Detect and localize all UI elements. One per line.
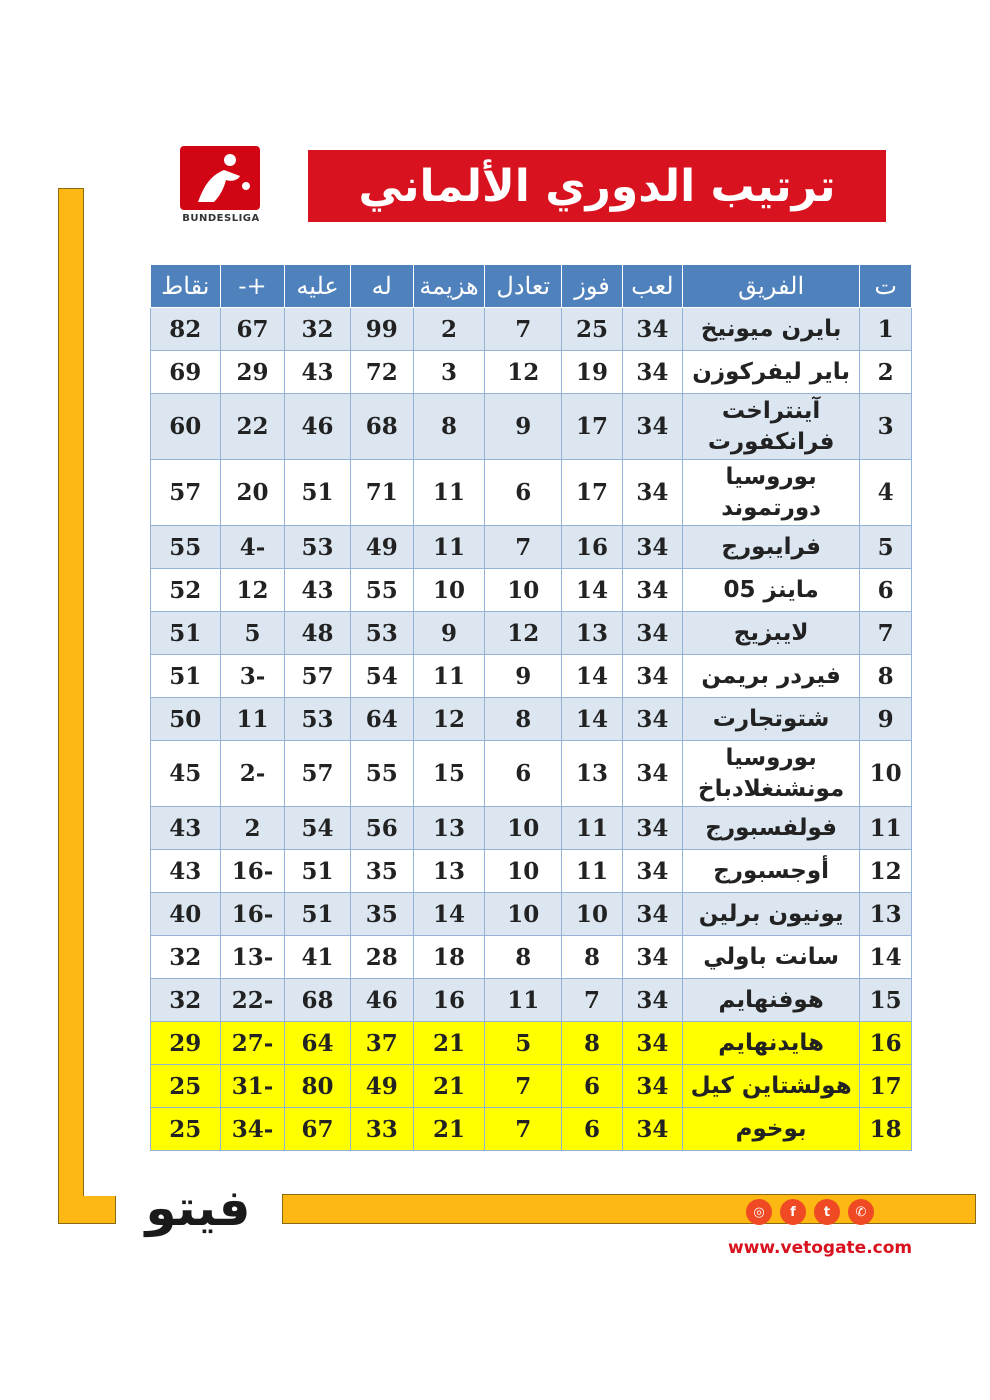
header-points: نقاط <box>151 265 221 308</box>
cell-goal-diff: 11 <box>220 698 285 741</box>
cell-wins: 7 <box>562 979 623 1022</box>
veto-brand-logo: فيتو <box>145 1179 251 1237</box>
cell-draws: 10 <box>485 893 562 936</box>
cell-losses: 15 <box>413 741 484 807</box>
cell-goals-for: 99 <box>350 308 413 351</box>
cell-wins: 14 <box>562 655 623 698</box>
cell-losses: 11 <box>413 526 484 569</box>
cell-wins: 13 <box>562 612 623 655</box>
cell-goals-for: 68 <box>350 394 413 460</box>
table-row <box>151 526 912 569</box>
cell-played: 34 <box>622 979 682 1022</box>
cell-goals-for: 35 <box>350 893 413 936</box>
cell-goal-diff: -16 <box>220 850 285 893</box>
cell-losses: 11 <box>413 460 484 526</box>
cell-draws: 12 <box>485 351 562 394</box>
table-row <box>151 655 912 698</box>
cell-wins: 14 <box>562 569 623 612</box>
cell-goals-against: 57 <box>285 741 350 807</box>
header-wins: فوز <box>562 265 623 308</box>
cell-draws: 8 <box>485 698 562 741</box>
cell-goals-for: 53 <box>350 612 413 655</box>
cell-losses: 16 <box>413 979 484 1022</box>
cell-position: 16 <box>860 1022 912 1065</box>
cell-points: 57 <box>151 460 221 526</box>
cell-losses: 13 <box>413 850 484 893</box>
cell-position: 9 <box>860 698 912 741</box>
cell-points: 50 <box>151 698 221 741</box>
cell-played: 34 <box>622 1065 682 1108</box>
cell-losses: 14 <box>413 893 484 936</box>
cell-points: 51 <box>151 612 221 655</box>
cell-draws: 6 <box>485 741 562 807</box>
cell-wins: 14 <box>562 698 623 741</box>
header-losses: هزيمة <box>413 265 484 308</box>
cell-losses: 21 <box>413 1022 484 1065</box>
cell-points: 60 <box>151 394 221 460</box>
cell-goal-diff: 12 <box>220 569 285 612</box>
table-row <box>151 612 912 655</box>
cell-points: 40 <box>151 893 221 936</box>
standings-table <box>150 264 912 1151</box>
cell-draws: 9 <box>485 394 562 460</box>
cell-goals-for: 46 <box>350 979 413 1022</box>
cell-goals-against: 51 <box>285 460 350 526</box>
cell-goals-against: 68 <box>285 979 350 1022</box>
cell-wins: 25 <box>562 308 623 351</box>
cell-position: 17 <box>860 1065 912 1108</box>
cell-position: 18 <box>860 1108 912 1151</box>
cell-goals-for: 72 <box>350 351 413 394</box>
cell-goal-diff: -13 <box>220 936 285 979</box>
social-icons <box>746 1199 874 1225</box>
frame-left-bar <box>58 188 84 1224</box>
cell-position: 11 <box>860 807 912 850</box>
cell-points: 69 <box>151 351 221 394</box>
cell-goal-diff: -22 <box>220 979 285 1022</box>
cell-losses: 9 <box>413 612 484 655</box>
cell-draws: 6 <box>485 460 562 526</box>
cell-played: 34 <box>622 936 682 979</box>
cell-goal-diff: -2 <box>220 741 285 807</box>
cell-losses: 11 <box>413 655 484 698</box>
cell-position: 12 <box>860 850 912 893</box>
instagram-icon[interactable]: ◎ <box>746 1199 772 1225</box>
cell-draws: 7 <box>485 526 562 569</box>
title-banner <box>308 150 886 222</box>
cell-played: 34 <box>622 850 682 893</box>
cell-points: 45 <box>151 741 221 807</box>
cell-played: 34 <box>622 460 682 526</box>
cell-position: 14 <box>860 936 912 979</box>
cell-goals-for: 28 <box>350 936 413 979</box>
cell-goals-against: 53 <box>285 698 350 741</box>
cell-team-name: أوجسبورج <box>682 850 859 893</box>
table-row <box>151 979 912 1022</box>
cell-team-name: هوفنهايم <box>682 979 859 1022</box>
cell-team-name: ماينز 05 <box>682 569 859 612</box>
header-goals-for: له <box>350 265 413 308</box>
cell-draws: 10 <box>485 850 562 893</box>
bundesliga-logo <box>180 146 262 228</box>
site-url[interactable]: www.vetogate.com <box>728 1238 913 1258</box>
frame-corner <box>58 1196 116 1224</box>
cell-draws: 7 <box>485 308 562 351</box>
cell-team-name: بوروسيا دورتموند <box>682 460 859 526</box>
cell-goals-against: 41 <box>285 936 350 979</box>
cell-played: 34 <box>622 1108 682 1151</box>
cell-points: 55 <box>151 526 221 569</box>
page-title: ترتيب الدوري الألماني <box>358 160 836 212</box>
cell-position: 1 <box>860 308 912 351</box>
cell-points: 82 <box>151 308 221 351</box>
cell-position: 2 <box>860 351 912 394</box>
cell-goal-diff: -34 <box>220 1108 285 1151</box>
table-row <box>151 850 912 893</box>
cell-goal-diff: 20 <box>220 460 285 526</box>
cell-wins: 19 <box>562 351 623 394</box>
cell-losses: 13 <box>413 807 484 850</box>
cell-goals-against: 54 <box>285 807 350 850</box>
cell-team-name: سانت باولي <box>682 936 859 979</box>
cell-goal-diff: 22 <box>220 394 285 460</box>
header-goal-diff: +- <box>220 265 285 308</box>
cell-team-name: هولشتاين كيل <box>682 1065 859 1108</box>
cell-wins: 10 <box>562 893 623 936</box>
table-row <box>151 893 912 936</box>
whatsapp-icon[interactable]: ✆ <box>848 1199 874 1225</box>
header-draws: تعادل <box>485 265 562 308</box>
cell-position: 13 <box>860 893 912 936</box>
header-goals-against: عليه <box>285 265 350 308</box>
cell-draws: 5 <box>485 1022 562 1065</box>
cell-played: 34 <box>622 569 682 612</box>
cell-played: 34 <box>622 351 682 394</box>
cell-losses: 10 <box>413 569 484 612</box>
cell-goals-against: 53 <box>285 526 350 569</box>
cell-wins: 17 <box>562 460 623 526</box>
table-row <box>151 351 912 394</box>
cell-played: 34 <box>622 394 682 460</box>
table-row <box>151 1022 912 1065</box>
cell-position: 3 <box>860 394 912 460</box>
cell-goals-for: 64 <box>350 698 413 741</box>
table-row <box>151 1065 912 1108</box>
cell-goals-for: 71 <box>350 460 413 526</box>
cell-played: 34 <box>622 308 682 351</box>
cell-points: 51 <box>151 655 221 698</box>
cell-team-name: باير ليفركوزن <box>682 351 859 394</box>
table-row <box>151 698 912 741</box>
cell-goals-against: 43 <box>285 351 350 394</box>
header-position: ت <box>860 265 912 308</box>
cell-draws: 7 <box>485 1108 562 1151</box>
cell-goals-against: 32 <box>285 308 350 351</box>
cell-points: 25 <box>151 1065 221 1108</box>
cell-wins: 13 <box>562 741 623 807</box>
cell-goal-diff: 5 <box>220 612 285 655</box>
cell-goals-for: 55 <box>350 569 413 612</box>
cell-points: 25 <box>151 1108 221 1151</box>
cell-goals-for: 33 <box>350 1108 413 1151</box>
cell-played: 34 <box>622 698 682 741</box>
cell-draws: 7 <box>485 1065 562 1108</box>
cell-team-name: شتوتجارت <box>682 698 859 741</box>
cell-goal-diff: -16 <box>220 893 285 936</box>
cell-team-name: بوخوم <box>682 1108 859 1151</box>
standings-body <box>151 308 912 1151</box>
cell-played: 34 <box>622 807 682 850</box>
cell-position: 7 <box>860 612 912 655</box>
cell-draws: 10 <box>485 569 562 612</box>
table-row <box>151 460 912 526</box>
cell-goals-for: 49 <box>350 1065 413 1108</box>
cell-position: 15 <box>860 979 912 1022</box>
cell-goal-diff: 67 <box>220 308 285 351</box>
cell-team-name: فيردر بريمن <box>682 655 859 698</box>
cell-goal-diff: -31 <box>220 1065 285 1108</box>
cell-team-name: لايبزيج <box>682 612 859 655</box>
cell-losses: 2 <box>413 308 484 351</box>
cell-goal-diff: 29 <box>220 351 285 394</box>
cell-wins: 8 <box>562 1022 623 1065</box>
cell-goals-for: 35 <box>350 850 413 893</box>
cell-goals-against: 43 <box>285 569 350 612</box>
cell-position: 10 <box>860 741 912 807</box>
cell-points: 29 <box>151 1022 221 1065</box>
header-team: الفريق <box>682 265 859 308</box>
table-row <box>151 936 912 979</box>
cell-goals-for: 49 <box>350 526 413 569</box>
cell-draws: 10 <box>485 807 562 850</box>
cell-position: 6 <box>860 569 912 612</box>
cell-losses: 12 <box>413 698 484 741</box>
cell-goals-against: 64 <box>285 1022 350 1065</box>
cell-draws: 11 <box>485 979 562 1022</box>
cell-played: 34 <box>622 893 682 936</box>
cell-goals-against: 48 <box>285 612 350 655</box>
cell-points: 32 <box>151 979 221 1022</box>
cell-wins: 6 <box>562 1065 623 1108</box>
cell-draws: 9 <box>485 655 562 698</box>
cell-wins: 8 <box>562 936 623 979</box>
cell-losses: 21 <box>413 1065 484 1108</box>
table-row <box>151 308 912 351</box>
cell-points: 43 <box>151 850 221 893</box>
cell-played: 34 <box>622 526 682 569</box>
table-header-row <box>151 265 912 308</box>
bundesliga-label: BUNDESLIGA <box>182 213 260 224</box>
cell-position: 8 <box>860 655 912 698</box>
cell-goals-against: 46 <box>285 394 350 460</box>
cell-goal-diff: -27 <box>220 1022 285 1065</box>
cell-wins: 16 <box>562 526 623 569</box>
cell-goals-against: 80 <box>285 1065 350 1108</box>
cell-goals-for: 56 <box>350 807 413 850</box>
cell-played: 34 <box>622 1022 682 1065</box>
bundesliga-player-icon <box>180 146 260 210</box>
cell-points: 32 <box>151 936 221 979</box>
cell-wins: 17 <box>562 394 623 460</box>
cell-goals-against: 67 <box>285 1108 350 1151</box>
cell-played: 34 <box>622 741 682 807</box>
cell-goals-for: 55 <box>350 741 413 807</box>
table-row <box>151 569 912 612</box>
cell-wins: 6 <box>562 1108 623 1151</box>
cell-team-name: بايرن ميونيخ <box>682 308 859 351</box>
cell-played: 34 <box>622 655 682 698</box>
twitter-icon[interactable]: t <box>814 1199 840 1225</box>
cell-team-name: آينتراخت فرانكفورت <box>682 394 859 460</box>
cell-draws: 12 <box>485 612 562 655</box>
table-row <box>151 394 912 460</box>
cell-losses: 18 <box>413 936 484 979</box>
cell-played: 34 <box>622 612 682 655</box>
cell-goals-for: 37 <box>350 1022 413 1065</box>
cell-position: 4 <box>860 460 912 526</box>
cell-losses: 8 <box>413 394 484 460</box>
cell-goals-against: 57 <box>285 655 350 698</box>
facebook-icon[interactable]: f <box>780 1199 806 1225</box>
cell-goal-diff: -3 <box>220 655 285 698</box>
cell-goals-for: 54 <box>350 655 413 698</box>
cell-goals-against: 51 <box>285 850 350 893</box>
cell-draws: 8 <box>485 936 562 979</box>
cell-points: 52 <box>151 569 221 612</box>
cell-losses: 3 <box>413 351 484 394</box>
cell-goals-against: 51 <box>285 893 350 936</box>
cell-position: 5 <box>860 526 912 569</box>
cell-team-name: فرايبورج <box>682 526 859 569</box>
table-row <box>151 1108 912 1151</box>
table-row <box>151 807 912 850</box>
cell-team-name: يونيون برلين <box>682 893 859 936</box>
cell-wins: 11 <box>562 807 623 850</box>
cell-wins: 11 <box>562 850 623 893</box>
cell-goal-diff: 2 <box>220 807 285 850</box>
cell-team-name: فولفسبورج <box>682 807 859 850</box>
cell-goal-diff: -4 <box>220 526 285 569</box>
cell-team-name: هايدنهايم <box>682 1022 859 1065</box>
header-played: لعب <box>622 265 682 308</box>
cell-losses: 21 <box>413 1108 484 1151</box>
cell-points: 43 <box>151 807 221 850</box>
cell-team-name: بوروسيا مونشنغلادباخ <box>682 741 859 807</box>
table-row <box>151 741 912 807</box>
